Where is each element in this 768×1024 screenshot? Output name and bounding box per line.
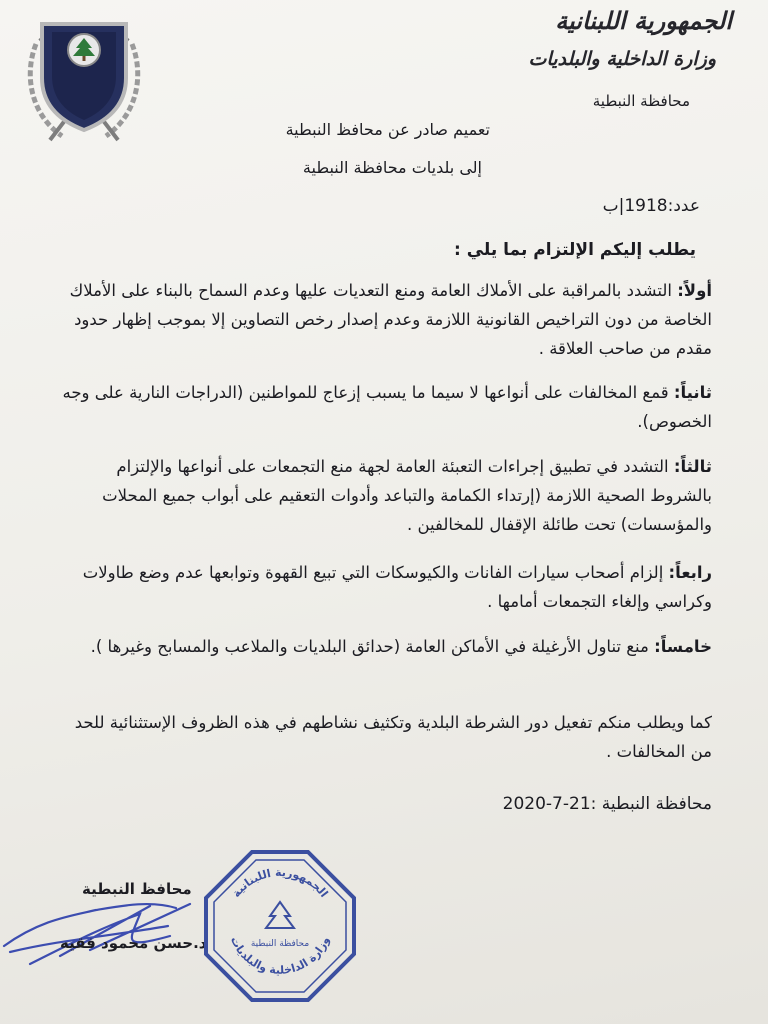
intro-line: يطلب إليكم الإلتزام بما يلي :: [454, 240, 696, 260]
item-5-paragraph: [52, 632, 712, 661]
republic-heading: الجمهورية اللبنانية: [555, 6, 732, 35]
date-line: محافظة النبطية :21-7-2020: [502, 794, 712, 814]
item-1-label: أولاً:: [677, 281, 712, 300]
governorate-heading: محافظة النبطية: [592, 92, 690, 110]
closing-paragraph: كما ويطلب منكم تفعيل دور الشرطة البلدية وتكثيف نشاطهم في هذه الظروف الإستثنائية للحد من المخالفات .: [74, 713, 712, 761]
signature-name: د.حسن محمود فقيه: [60, 934, 207, 952]
circular-title: تعميم صادر عن محافظ النبطية: [285, 120, 490, 139]
item-5-text: منع تناول الأرغيلة في الأماكن العامة (حدائق البلديات والملاعب والمسابح وغيرها ).: [90, 637, 655, 656]
item-2-label: ثانياً:: [673, 383, 712, 402]
reference-number: عدد:1918|ب: [602, 196, 700, 216]
item-3-label: ثالثاً:: [673, 457, 712, 476]
item-2-text: قمع المخالفات على أنواعها لا سيما ما يسبب إزعاج للمواطنين (الدراجات النارية على وجه الخصوص).: [62, 383, 712, 431]
stamp-center-text: محافظة النبطية: [250, 939, 310, 949]
circular-recipients: إلى بلديات محافظة النبطية: [302, 158, 482, 177]
item-2-paragraph: [52, 378, 712, 436]
item-4-label: رابعاً:: [668, 563, 712, 582]
item-4-paragraph: [52, 558, 712, 616]
item-1-paragraph: [52, 276, 712, 363]
signature-title: محافظ النبطية: [82, 880, 192, 898]
item-3-paragraph: [52, 452, 712, 539]
stamp-bottom-text: وزارة الداخلية والبلديات: [227, 934, 333, 977]
item-5-label: خامساً:: [654, 637, 712, 656]
internal-security-emblem-icon: [22, 14, 146, 148]
item-1-text: التشدد بالمراقبة على الأملاك العامة ومنع التعديات عليها وعدم السماح بالبناء على الأملاك الخاصة من دون التراخيص القانونية اللازمة وعدم إصدار رخص التصاوين إلا بموجب إظهار حدود مقدم من صاحب العلاقة .: [69, 281, 712, 358]
ministry-heading: وزارة الداخلية والبلديات: [528, 48, 716, 70]
item-3-text: التشدد في تطبيق إجراءات التعبئة العامة لجهة منع التجمعات على أنواعها والإلتزام بالشروط الصحية اللازمة (إرتداء الكمامة والتباعد وأدوات التعقيم على أبواب جميع المحلات والمؤسسات) تحت طائلة الإقفال للمخالفين .: [102, 457, 712, 534]
item-4-text: إلزام أصحاب سيارات الفانات والكيوسكات التي تبيع القهوة وتوابعها عدم وضع طاولات وكراسي وإلغاء التجمعات أمامها .: [82, 563, 712, 611]
official-stamp-icon: [200, 846, 360, 1006]
stamp-top-text: الجمهورية اللبنانية: [229, 865, 331, 900]
